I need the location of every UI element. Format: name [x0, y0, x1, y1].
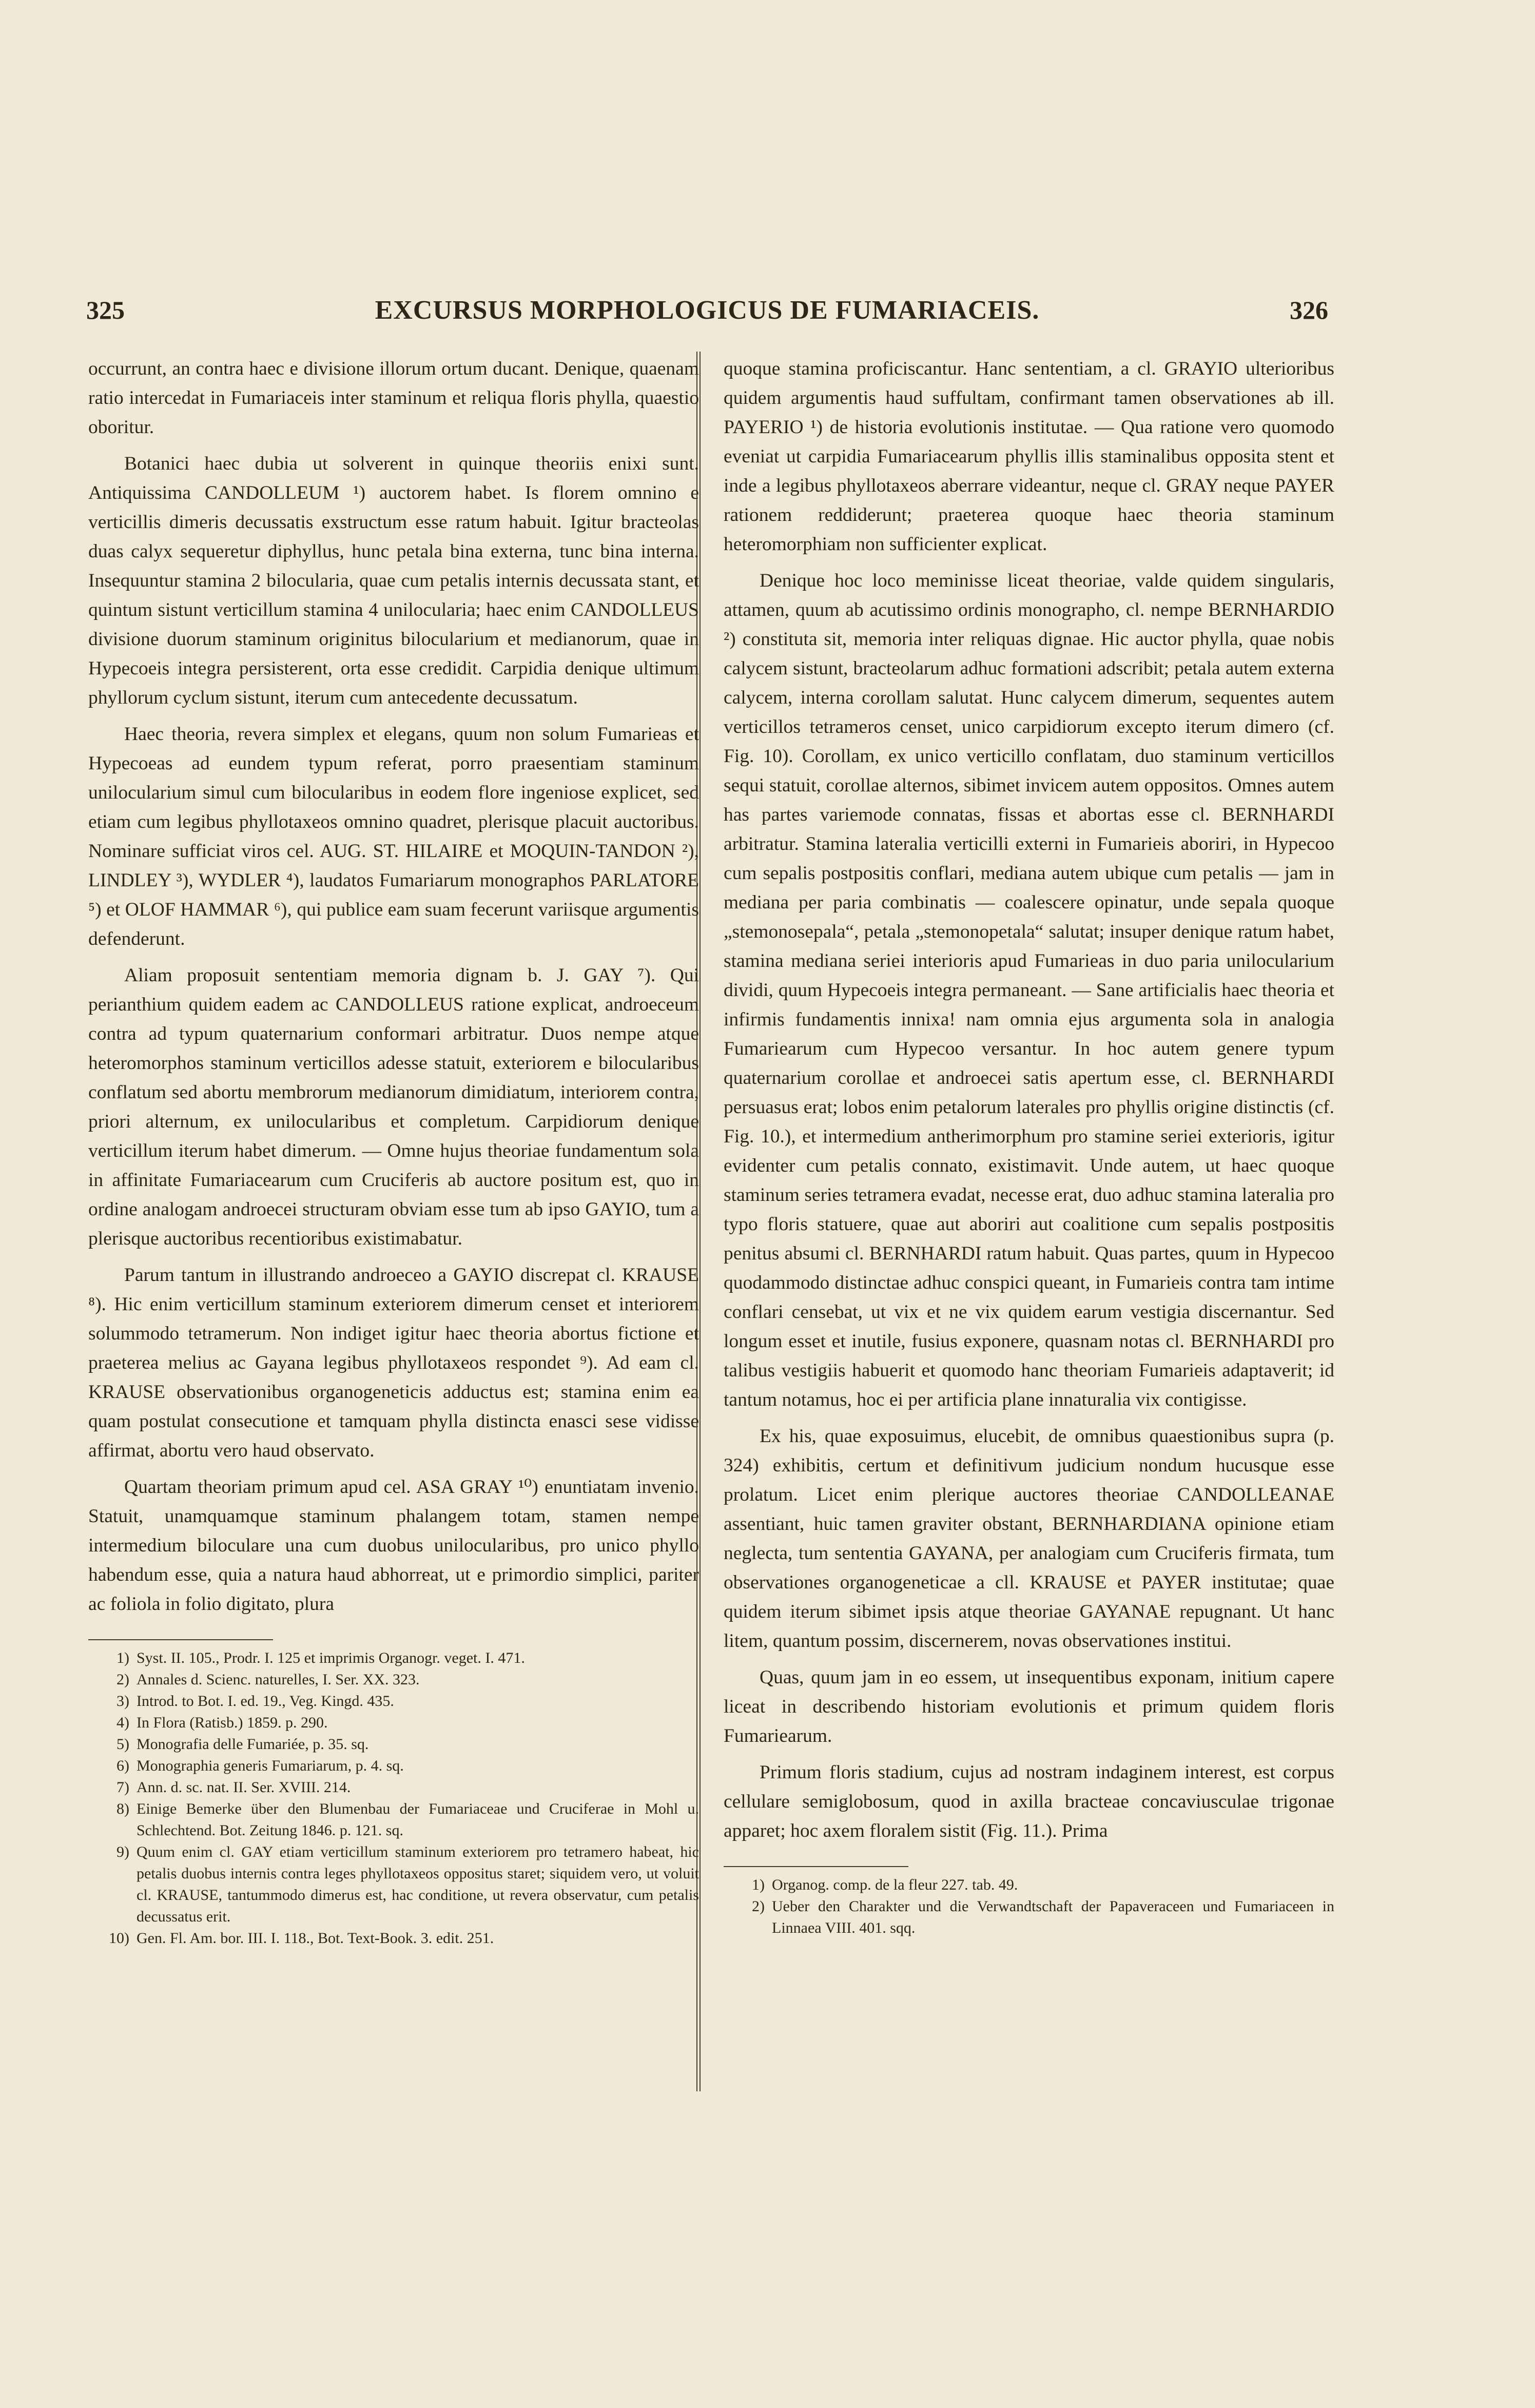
footnote-rule [88, 1639, 273, 1640]
running-header [86, 295, 1328, 336]
footnote-rule [724, 1866, 908, 1867]
paragraph: Quartam theoriam primum apud cel. ASA GRAY ¹⁰) enuntiatam invenio. Statuit, unamquamque staminum phalangem totam, stamen nempe intermedium biloculare una cum duobus unilocularibus, pro unico phyllo habendum esse, quia a natura haud abhorreat, ut e primordio simplici, pariter ac foliola in folio digitato, plura [88, 1477, 699, 1615]
page-title: EXCURSUS MORPHOLOGICUS DE FUMARIACEIS. [375, 296, 1040, 325]
footnotes [88, 1647, 699, 1949]
footnote: 4) In Flora (Ratisb.) 1859. p. 290. [116, 1714, 328, 1731]
footnote: 7) Ann. d. sc. nat. II. Ser. XVIII. 214. [116, 1779, 351, 1796]
footnote: 3) Introd. to Bot. I. ed. 19., Veg. Kingd. 435. [116, 1693, 394, 1710]
paragraph: Parum tantum in illustrando androeceo a GAYIO discrepat cl. KRAUSE ⁸). Hic enim verticillum staminum exteriorem dimerum censet et interiorem solummodo tetramerum. Non indiget igitur haec theoria abortus fictione et praeterea melius ac Gayana legibus phyllotaxeos respondet ⁹). Ad eam cl. KRAUSE observationibus organogeneticis adductus est; stamina enim ea quam postulat consecutione et tamquam phylla distincta enasci sese vidisse affirmat, abortu vero haud observato. [88, 1265, 699, 1461]
right-column [724, 354, 1334, 1939]
left-column [88, 354, 699, 1949]
footnote: 9) Quum enim cl. GAY etiam verticillum staminum exteriorem pro tetramero habeat, hic petalis duobus internis contra leges phyllotaxeos oppositus staret; siquidem vero, ut voluit cl. KRAUSE, tantummodo dimerus est, hac conditione, ut revera observatur, cum petalis decussatus erit. [116, 1843, 699, 1925]
paragraph: Aliam proposuit sententiam memoria dignam b. J. GAY ⁷). Qui perianthium quidem eadem ac CANDOLLEUS ratione explicat, androeceum contra ad typum quaternarium conformari arbitratur. Duos nempe atque heteromorphos staminum verticillos adesse statuit, exteriorem e bilocularibus conflatum sed abortu membrorum medianorum dimidiatum, interiorem contra, priori alternum, ex unilocularibus et completum. Carpidiorum denique verticillum iterum habet dimerum. — Omne hujus theoriae fundamentum sola in affinitate Fumariacearum cum Cruciferis ab auctore positum est, quo in ordine analogam androecei structuram obviam esse tum ab ipso GAYIO, tum a plerisque auctoribus recentioribus existimabatur. [88, 965, 699, 1249]
footnote: 1) Organog. comp. de la fleur 227. tab. 49. [752, 1876, 1018, 1893]
paragraph: quoque stamina proficiscantur. Hanc sententiam, a cl. GRAYIO ulterioribus quidem argumentis haud suffultam, confirmant tamen observationes ab ill. PAYERIO ¹) de historia evolutionis institutae. — Qua ratione vero quomodo eveniat ut carpidia Fumariacearum phyllis illis staminalibus opposita stent et inde a legibus phyllotaxeos aberrare videantur, neque cl. GRAY neque PAYER rationem reddiderunt; praeterea quoque haec theoria staminum heteromorphiam non sufficienter explicat. [724, 358, 1334, 555]
paragraph: Botanici haec dubia ut solverent in quinque theoriis enixi sunt. Antiquissima CANDOLLEUM ¹) auctorem habet. Is florem omnino e verticillis dimeris decussatis exstructum esse ratum habuit. Igitur bracteolas duas calyx sequeretur diphyllus, hunc petala bina externa, tunc bina interna. Insequuntur stamina 2 bilocularia, quae cum petalis internis decussata stant, et quintum sistunt verticillum stamina 4 unilocularia; haec enim CANDOLLEUS divisione duorum staminum originitus bilocularium et medianorum, quae in Hypecoeis integra persisterent, orta esse credidit. Carpidia denique ultimum phyllorum cyclum sistunt, iterum cum antecedente decussatum. [88, 453, 699, 708]
footnote: 6) Monographia generis Fumariarum, p. 4. sq. [116, 1757, 404, 1774]
left-page-number: 325 [86, 296, 125, 324]
paragraph: occurrunt, an contra haec e divisione illorum ortum ducant. Denique, quaenam ratio intercedat in Fumariaceis inter staminum et reliqua floris phylla, quaestio oboritur. [88, 358, 699, 438]
right-page-number: 326 [1290, 296, 1328, 324]
footnote: 8) Einige Bemerke über den Blumenbau der Fumariaceae und Cruciferae in Mohl u. Schlechtend. Bot. Zeitung 1846. p. 121. sq. [116, 1800, 699, 1839]
footnote: 2) Ueber den Charakter und die Verwandtschaft der Papaveraceen und Fumariaceen in Linnaea VIII. 401. sqq. [752, 1898, 1334, 1936]
paragraph: Quas, quum jam in eo essem, ut insequentibus exponam, initium capere liceat in describendo historiam evolutionis et primum quidem floris Fumariearum. [724, 1667, 1334, 1746]
footnotes [724, 1874, 1334, 1939]
paragraph: Haec theoria, revera simplex et elegans, quum non solum Fumarieas et Hypecoeas ad eundem typum referat, porro praesentiam staminum unilocularium simul cum bilocularibus in eodem flore ingeniose explicet, sed etiam cum legibus phyllotaxeos omnino quadret, plerisque placuit auctoribus. Nominare sufficiat viros cel. AUG. ST. HILAIRE et MOQUIN-TANDON ²), LINDLEY ³), WYDLER ⁴), laudatos Fumariarum monographos PARLATORE ⁵) et OLOF HAMMAR ⁶), qui publice eam suam fecerunt variisque argumentis defenderunt. [88, 724, 699, 949]
footnote: 5) Monografia delle Fumariée, p. 35. sq. [116, 1736, 369, 1753]
footnote: 2) Annales d. Scienc. naturelles, I. Ser. XX. 323. [116, 1671, 420, 1688]
paragraph: Denique hoc loco meminisse liceat theoriae, valde quidem singularis, attamen, quum ab acutissimo ordinis monographo, cl. nempe BERNHARDIO ²) constituta sit, memoria inter reliquas dignae. Hic auctor phylla, quae nobis calycem sistunt, bracteolarum adhuc formationi adscribit; petala autem externa calycem, interna corollam salutat. Hunc calycem dimerum, sequentes autem verticillos tetrameros censet, unico carpidiorum excepto iterum dimero (cf. Fig. 10). Corollam, ex unico verticillo conflatam, duo staminum verticillos sequi statuit, corollae alternos, sibimet invicem autem oppositos. Omnes autem has partes variemode connatas, fissas et abortas esse cl. BERNHARDI arbitratur. Stamina lateralia verticilli externi in Fumarieis aboriri, in Hypecoo cum sepalis postpositis conflari, mediana autem ubique cum petalis — jam in mediana per paria combinatis — coalescere opinatur, unde sepala quoque „stemonosepala“, petala „stemonopetala“ salutat; insuper denique ratum habet, stamina mediana seriei interioris apud Fumarieas in duo paria unilocularium dividi, quum Hypecoeis integra permaneant. — Sane artificialis haec theoria et infirmis fundamentis innixa! nam omnia ejus argumenta sola in analogia Fumariearum cum Hypecoo versantur. In hoc autem genere typum quaternarium corollae et androecei satis apertum esse, cl. BERNHARDI persuasus erat; lobos enim petalorum laterales pro phyllis origine distinctis (cf. Fig. 10.), et intermedium antherimorphum pro stamine seriei exterioris, igitur evidenter cum petalis connato, existimavit. Unde autem, ut haec quoque staminum series tetramera evadat, necesse erat, duo adhuc stamina lateralia pro typo floris statuere, quae aut aboriri aut coalitione cum sepalis postpositis penitus absumi cl. BERNHARDI ratum habuit. Quas partes, quum in Hypecoo quodammodo distinctae adhuc conspici queant, in Fumarieis contra tam intime conflari censebat, ut vix et ne vix quidem earum vestigia discernantur. Sed longum esset et inutile, fusius exponere, quasnam notas cl. BERNHARDI pro talibus vestigiis habuerit et quomodo hanc theoriam Fumarieis adaptaverit; id tantum notamus, hoc ei per artificia plane innaturalia vix contigisse. [724, 570, 1334, 1410]
paragraph: Primum floris stadium, cujus ad nostram indaginem interest, est corpus cellulare semiglobosum, quod in axilla bracteae concaviusculae trigonae apparet; hoc axem floralem sistit (Fig. 11.). Prima [724, 1762, 1334, 1841]
footnote: 10) Gen. Fl. Am. bor. III. I. 118., Bot. Text-Book. 3. edit. 251. [109, 1930, 494, 1947]
footnote: 1) Syst. II. 105., Prodr. I. 125 et imprimis Organogr. veget. I. 471. [116, 1649, 525, 1666]
paragraph: Ex his, quae exposuimus, elucebit, de omnibus quaestionibus supra (p. 324) exhibitis, certum et definitivum judicium nondum hucusque esse prolatum. Licet enim plerique auctores theoriae CANDOLLEANAE assentiant, huic tamen graviter obstant, BERNHARDIANA opinione etiam neglecta, tum sententia GAYANA, per analogiam cum Cruciferis firmata, tum observationes organogeneticae a cll. KRAUSE et PAYER institutae; quae quidem iterum sibimet ipsis atque theoriae GAYANAE repugnant. Ut hanc litem, quantum possim, discernerem, novas observationes institui. [724, 1426, 1334, 1652]
